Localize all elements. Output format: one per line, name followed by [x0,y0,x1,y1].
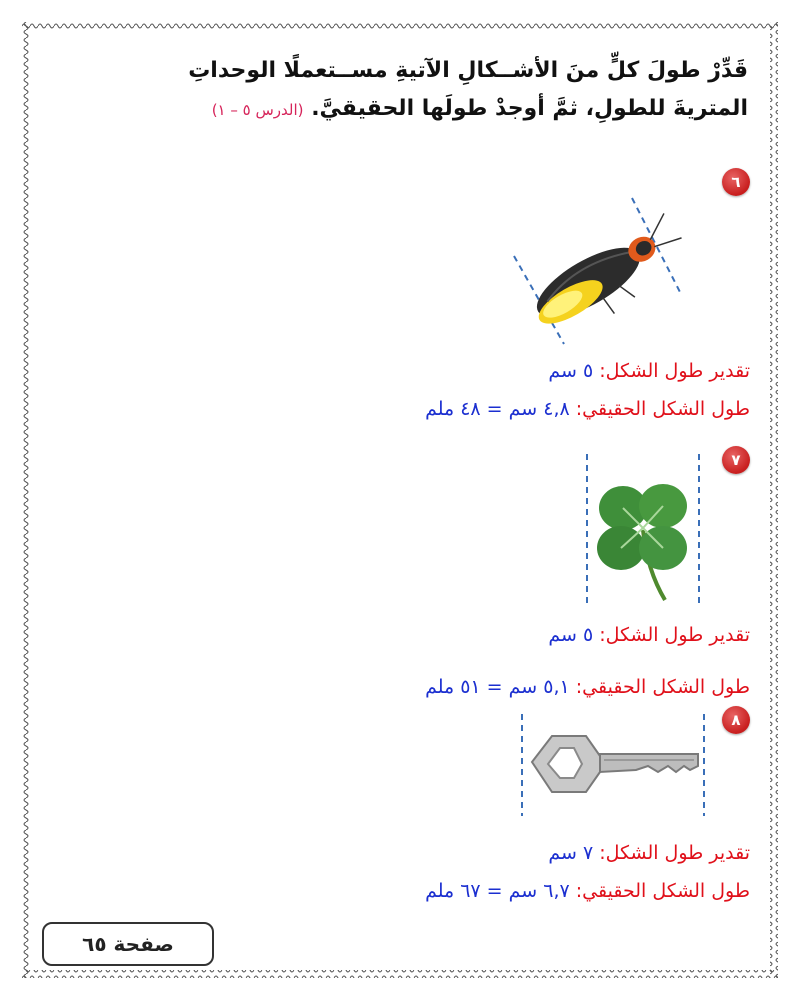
actual-length-value: ٥,١ سم = ٥١ ملم [425,676,570,698]
actual-length-label: طول الشكل الحقيقي: [575,880,750,902]
estimate-label: تقدير طول الشكل: [599,624,750,646]
actual-length-label: طول الشكل الحقيقي: [575,398,750,420]
exercise-7-estimate [548,624,750,646]
actual-length-label: طول الشكل الحقيقي: [575,676,750,698]
exercise-8-actual [425,880,750,902]
exercise-6-estimate [548,360,750,382]
estimate-label: تقدير طول الشكل: [599,360,750,382]
key-icon [508,712,718,818]
exercise-6-actual [425,398,750,420]
estimate-value: ٥ سم [548,624,594,646]
exercise-7-number-badge: ٧ [722,446,750,474]
actual-length-value: ٦,٧ سم = ٦٧ ملم [425,880,570,902]
actual-length-value: ٤,٨ سم = ٤٨ ملم [425,398,570,420]
firefly-icon [500,196,700,346]
estimate-value: ٥ سم [548,360,594,382]
estimate-label: تقدير طول الشكل: [599,842,750,864]
instructions-line-1: قَدِّرْ طولَ كلٍّ منَ الأشــكالِ الآتيةِ مســتعملًا الوحداتِ [188,58,748,83]
exercise-6-number-badge: ٦ [722,168,750,196]
page-number-tab: صفحة ٦٥ [42,922,214,966]
instructions-line-2-text: المتريةَ للطولِ، ثمَّ أوجدْ طولَها الحقيقيَّ. [311,96,748,121]
instructions-line-2 [58,90,748,129]
exercise-8-estimate [548,842,750,864]
exercise-8-number-badge: ٨ [722,706,750,734]
exercise-7-actual [425,676,750,698]
instructions-heading [58,52,748,129]
lesson-reference: (الدرس ٥ – ١) [211,101,304,119]
estimate-value: ٧ سم [548,842,594,864]
four-leaf-clover-icon [575,450,715,610]
